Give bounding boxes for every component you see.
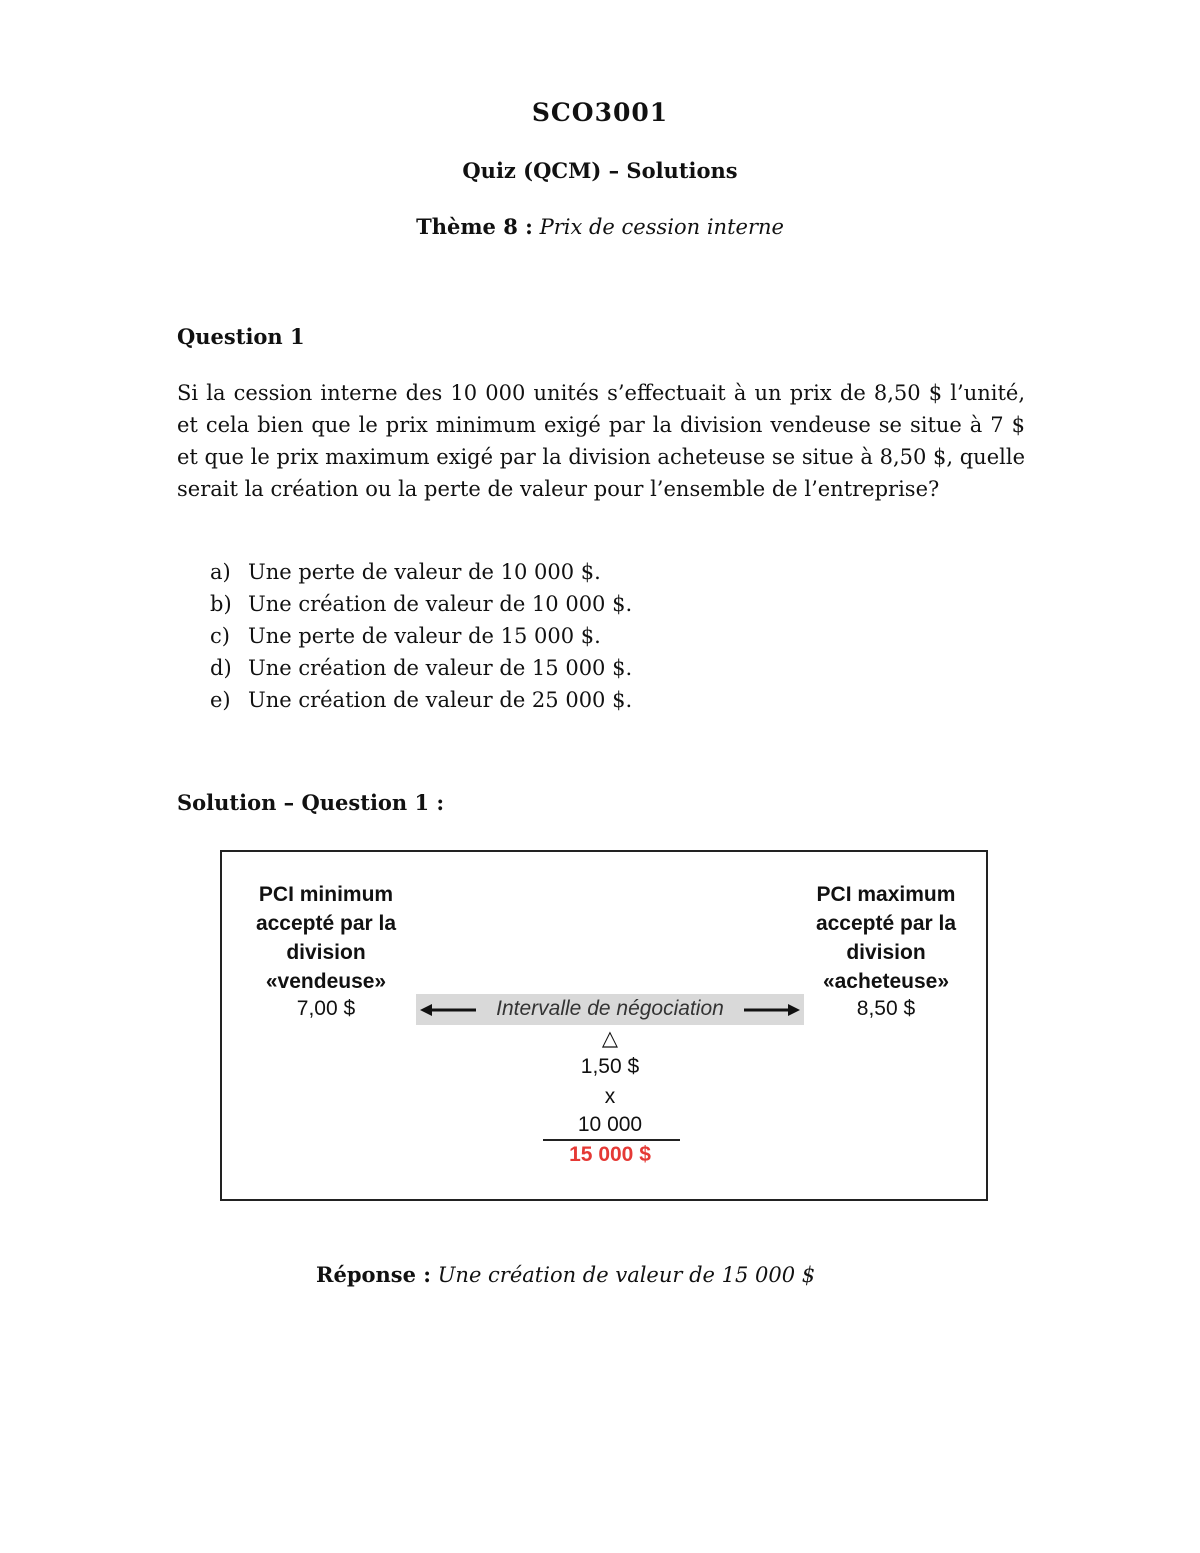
option-text: Une création de valeur de 25 000 $. xyxy=(248,688,633,712)
option-label: e) xyxy=(210,688,231,712)
option-label: a) xyxy=(210,560,231,584)
quantity-value: 10 000 xyxy=(577,1113,643,1136)
buyer-max-block xyxy=(800,880,972,996)
delta-value: 1,50 $ xyxy=(580,1055,640,1078)
document-subtitle: Quiz (QCM) – Solutions xyxy=(462,158,738,183)
option-text: Une perte de valeur de 15 000 $. xyxy=(248,624,601,648)
buyer-line: «acheteuse» xyxy=(822,970,950,993)
option-b xyxy=(210,588,632,620)
buyer-line: accepté par la xyxy=(815,912,957,935)
option-label: c) xyxy=(210,624,230,648)
answer-text: Une création de valeur de 15 000 $ xyxy=(437,1263,816,1287)
option-c xyxy=(210,620,632,652)
theme-label: Thème 8 : xyxy=(416,214,533,239)
buyer-line: PCI maximum xyxy=(816,883,956,906)
delta-icon: △ xyxy=(601,1027,619,1050)
seller-line: PCI minimum xyxy=(258,883,394,906)
times-symbol: x xyxy=(604,1085,616,1108)
calc-underline xyxy=(543,1139,680,1141)
option-label: d) xyxy=(210,656,232,680)
result-value: 15 000 $ xyxy=(569,1143,651,1166)
option-text: Une création de valeur de 10 000 $. xyxy=(248,592,633,616)
interval-label: Intervalle de négociation xyxy=(496,997,724,1020)
seller-line: accepté par la xyxy=(255,912,397,935)
buyer-max-value: 8,50 $ xyxy=(856,997,916,1020)
solution-heading: Solution – Question 1 : xyxy=(177,790,445,815)
question-text: Si la cession interne des 10 000 unités s’effectuait à un prix de 8,50 $ l’unité, et cela bien que le prix minimum exigé par la division vendeuse se situe à 7 $ et que le prix maximum exigé par la division acheteuse se situe à 8,50 $, quelle serait la création ou la perte de valeur pour l’ensemble de l’entreprise? xyxy=(177,381,1025,501)
theme-line xyxy=(0,214,1200,239)
option-d xyxy=(210,652,632,684)
answer-line xyxy=(316,1262,815,1287)
negotiation-interval xyxy=(416,994,804,1025)
question-heading: Question 1 xyxy=(177,324,305,349)
answer-options xyxy=(210,556,632,716)
seller-line: division xyxy=(286,941,366,964)
answer-label: Réponse : xyxy=(316,1262,432,1287)
buyer-line: division xyxy=(846,941,926,964)
option-text: Une création de valeur de 15 000 $. xyxy=(248,656,633,680)
seller-min-block xyxy=(240,880,412,996)
theme-value: Prix de cession interne xyxy=(539,215,784,239)
option-label: b) xyxy=(210,592,232,616)
seller-line: «vendeuse» xyxy=(265,970,387,993)
seller-min-value: 7,00 $ xyxy=(296,997,356,1020)
option-text: Une perte de valeur de 10 000 $. xyxy=(248,560,601,584)
course-code: SCO3001 xyxy=(531,98,669,127)
option-e xyxy=(210,684,632,716)
option-a xyxy=(210,556,632,588)
